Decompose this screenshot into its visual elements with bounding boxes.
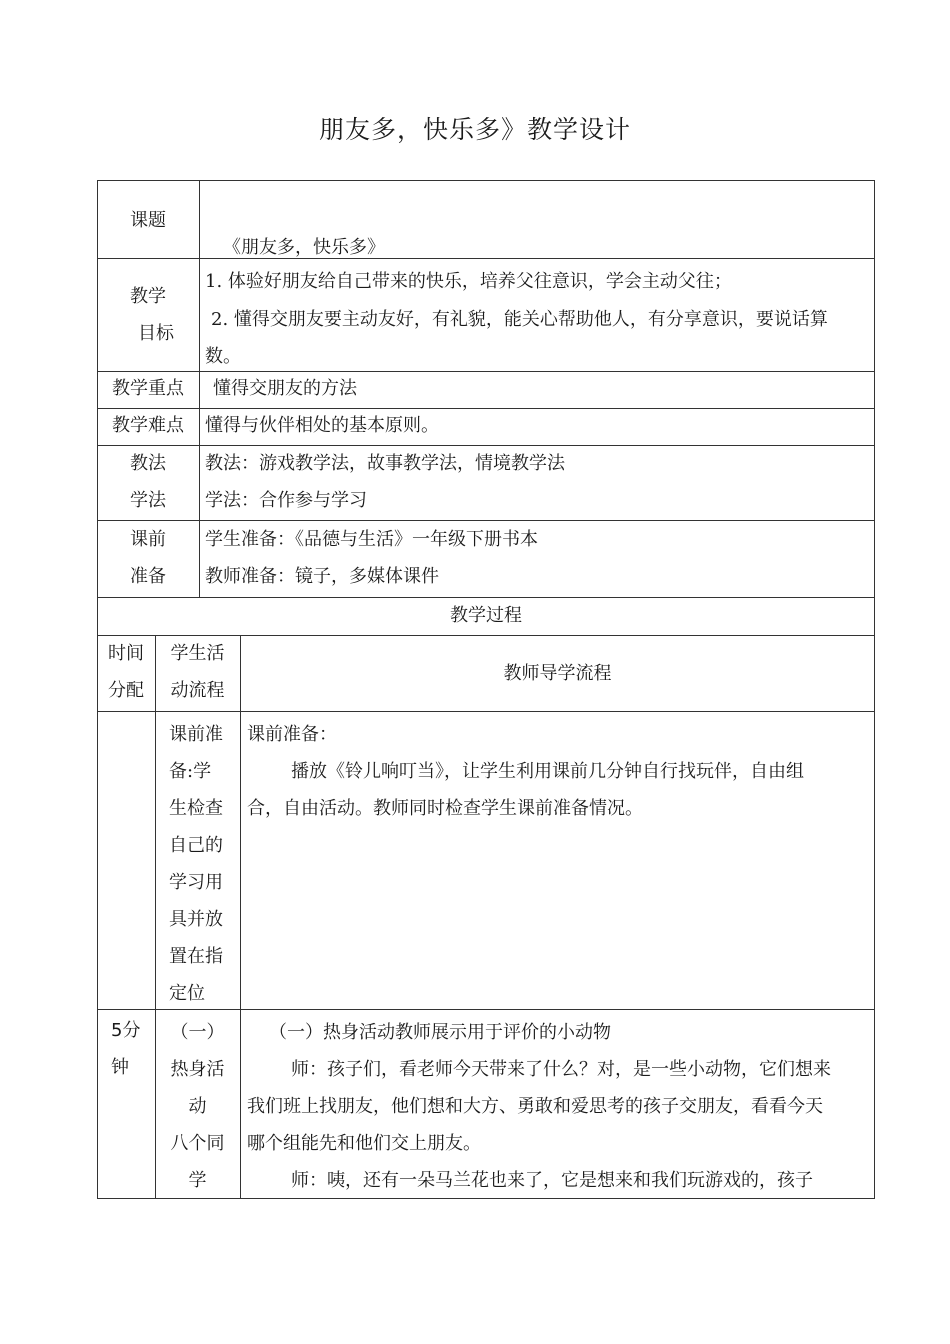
method-line: 学法：合作参与学习 (205, 490, 367, 511)
goal-line: 2. 懂得交朋友要主动友好，有礼貌，能关心帮助他人，有分享意识，要说话算 (211, 309, 828, 330)
topic-value: 《朋友多，快乐多》 (223, 237, 385, 258)
col-student-header: 动流程 (170, 680, 225, 701)
teacher-step: 师：咦，还有一朵马兰花也来了，它是想来和我们玩游戏的，孩子 (291, 1170, 813, 1191)
goal-line: 数。 (205, 346, 241, 367)
row-divider (97, 635, 875, 636)
col-divider (199, 180, 200, 597)
goal-label-1: 教学 (130, 286, 166, 307)
prep-label-1: 课前 (130, 529, 166, 550)
topic-label: 课题 (130, 210, 166, 231)
teacher-step: 合，自由活动。教师同时检查学生课前准备情况。 (247, 798, 643, 819)
student-step: 学习用 (169, 872, 223, 893)
row-divider (97, 520, 875, 521)
teacher-step: 哪个组能先和他们交上朋友。 (247, 1133, 481, 1154)
student-step: 置在指 (169, 946, 223, 967)
col-divider (240, 635, 241, 1199)
prep-line: 学生准备：《品德与生活》一年级下册书本 (205, 529, 538, 550)
row-divider (97, 1009, 875, 1010)
student-step: 自己的 (169, 835, 223, 856)
student-step: 生检查 (169, 798, 223, 819)
difficulty-value: 懂得与伙伴相处的基本原则。 (205, 415, 439, 436)
teacher-step: 课前准备： (247, 724, 337, 745)
student-step: 动 (188, 1096, 207, 1117)
method-label-1: 教法 (130, 453, 166, 474)
col-teacher-header: 教师导学流程 (503, 663, 612, 684)
row-divider (97, 258, 875, 259)
page-title: 朋友多，快乐多》教学设计 (318, 115, 631, 144)
student-step: 备:学 (169, 761, 212, 782)
student-step: 热身活 (170, 1059, 225, 1080)
student-step: 定位 (169, 983, 205, 1004)
difficulty-label: 教学难点 (112, 415, 184, 436)
col-time-header: 分配 (108, 680, 144, 701)
student-step: （一） (170, 1022, 225, 1043)
prep-line: 教师准备：镜子，多媒体课件 (205, 566, 439, 587)
row-divider (97, 371, 875, 372)
col-student-header: 学生活 (170, 643, 225, 664)
teacher-step: 播放《铃儿响叮当》，让学生利用课前几分钟自行找玩伴，自由组 (291, 761, 804, 782)
row-divider (97, 445, 875, 446)
teacher-step: 师：孩子们，看老师今天带来了什么？对，是一些小动物，它们想来 (291, 1059, 831, 1080)
key-label: 教学重点 (112, 378, 184, 399)
prep-label-2: 准备 (130, 566, 166, 587)
student-step: 课前准 (169, 724, 223, 745)
col-time-header: 时间 (108, 643, 144, 664)
method-line: 教法：游戏教学法，故事教学法，情境教学法 (205, 453, 565, 474)
row-divider (97, 597, 875, 598)
method-label-2: 学法 (130, 490, 166, 511)
teacher-step: （一）热身活动教师展示用于评价的小动物 (269, 1022, 611, 1043)
time-value: 5分 (111, 1020, 141, 1041)
lesson-table (97, 180, 875, 1199)
process-heading: 教学过程 (450, 605, 522, 626)
goal-label-2: 目标 (138, 323, 174, 344)
row-divider (97, 711, 875, 712)
student-step: 八个同 (170, 1133, 225, 1154)
goal-line: 1. 体验好朋友给自己带来的快乐，培养父往意识，学会主动父往； (205, 271, 732, 292)
student-step: 学 (188, 1170, 207, 1191)
key-value: 懂得交朋友的方法 (213, 378, 357, 399)
teacher-step: 我们班上找朋友，他们想和大方、勇敢和爱思考的孩子交朋友，看看今天 (247, 1096, 823, 1117)
row-divider (97, 408, 875, 409)
time-value: 钟 (111, 1057, 129, 1078)
student-step: 具并放 (169, 909, 223, 930)
